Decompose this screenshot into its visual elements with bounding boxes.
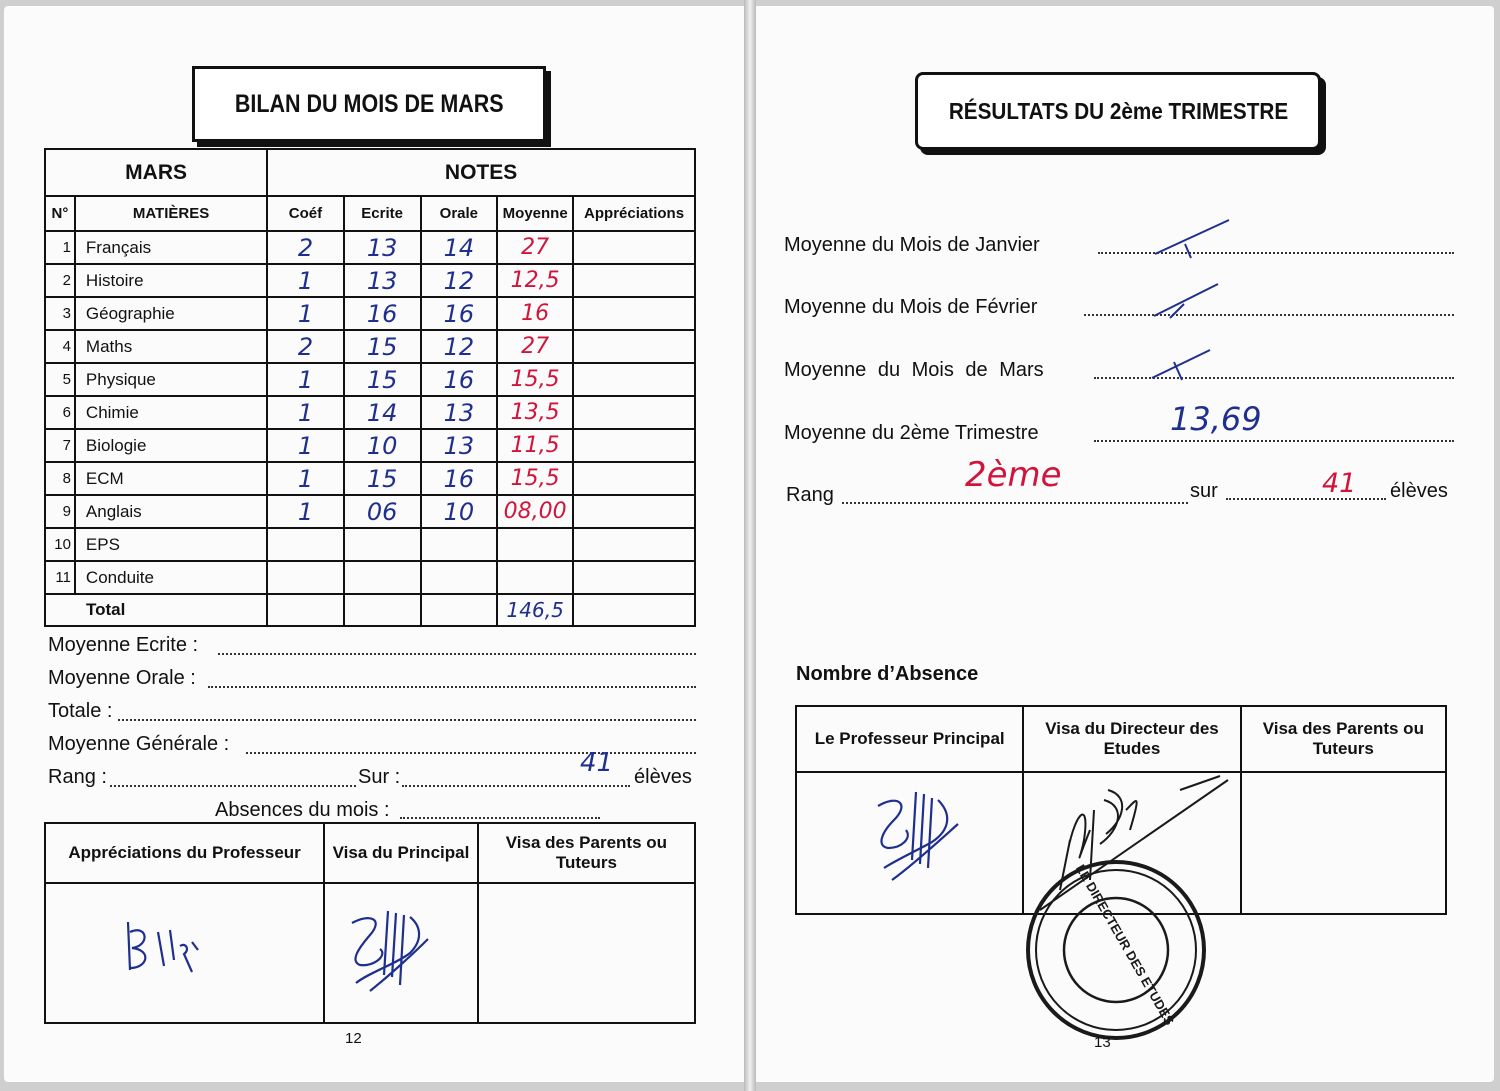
col-header-appreciations: Appréciations [573,196,695,231]
fevrier-label: Moyenne du Mois de Février [784,296,1038,318]
moyenne-cell: 16 [497,297,573,330]
totale-label: Totale : [48,700,113,722]
professeur-principal-signature [866,784,966,884]
table-row [45,396,695,429]
table-row [45,297,695,330]
table-row [45,429,695,462]
row-number: 1 [45,231,75,264]
appreciation-cell [573,528,695,561]
grades-table [44,148,696,627]
orale-cell [421,561,498,594]
appreciation-cell [573,330,695,363]
orale-cell: 12 [421,330,498,363]
mars-dash [1148,342,1228,390]
subject-cell: Chimie [75,396,267,429]
subject-cell: Histoire [75,264,267,297]
ecrite-cell: 10 [344,429,421,462]
orale-cell: 12 [421,264,498,297]
subject-cell: Français [75,231,267,264]
absences-label: Absences du mois : [215,799,390,821]
director-signature [1030,770,1230,920]
left-title: BILAN DU MOIS DE MARS [234,89,504,118]
ecrite-cell: 06 [344,495,421,528]
col-header-matieres: MATIÈRES [75,196,267,231]
moyenne-cell: 12,5 [497,264,573,297]
orale-cell: 13 [421,429,498,462]
moyenne-orale-label: Moyenne Orale : [48,667,196,689]
principal-signature [340,905,440,1000]
month-header: MARS [45,149,267,196]
visa-parents-right-header: Visa des Parents ou Tuteurs [1241,706,1446,772]
left-title-box [192,66,546,142]
orale-cell: 10 [421,495,498,528]
table-row [45,330,695,363]
visa-parents-cell [478,883,695,1023]
coef-cell: 1 [267,297,344,330]
row-number: 2 [45,264,75,297]
trimestre-label: Moyenne du 2ème Trimestre [784,422,1039,444]
moyenne-generale-label: Moyenne Générale : [48,733,230,755]
professor-signature [118,902,208,982]
trimestre-line [1094,440,1454,442]
coef-cell: 1 [267,264,344,297]
page-number-left: 12 [345,1030,362,1047]
subject-cell: Maths [75,330,267,363]
moyenne-cell: 27 [497,330,573,363]
row-number: 9 [45,495,75,528]
coef-cell: 2 [267,231,344,264]
moyenne-cell: 13,5 [497,396,573,429]
book-spine [744,0,756,1091]
ecrite-cell: 14 [344,396,421,429]
row-number: 3 [45,297,75,330]
orale-cell: 14 [421,231,498,264]
ecrite-cell [344,561,421,594]
subject-cell: Conduite [75,561,267,594]
table-row [45,561,695,594]
col-header-moyenne: Moyenne [497,196,573,231]
ecrite-cell: 13 [344,231,421,264]
row-number: 7 [45,429,75,462]
rang-right-label: Rang [786,484,834,506]
orale-cell: 16 [421,363,498,396]
ecrite-cell: 16 [344,297,421,330]
moyenne-cell [497,561,573,594]
appreciation-cell [573,297,695,330]
appreciation-cell [573,396,695,429]
appreciation-cell [573,495,695,528]
table-row [45,231,695,264]
rang-right-value: 2ème [965,455,1062,495]
table-row [45,363,695,396]
sur-right-value: 41 [1322,468,1357,499]
moyenne-generale-line [246,752,696,754]
column-header-row [45,196,695,231]
appreciation-cell [573,462,695,495]
coef-cell: 1 [267,462,344,495]
ecrite-cell: 15 [344,363,421,396]
row-number: 4 [45,330,75,363]
fevrier-line [1084,314,1454,316]
janvier-dash [1145,214,1235,264]
appreciation-cell [573,429,695,462]
row-number: 10 [45,528,75,561]
coef-cell [267,561,344,594]
eleves-label: élèves [634,766,692,788]
total-label: Total [45,594,267,626]
appreciation-cell [573,561,695,594]
moyenne-orale-line [208,686,696,688]
totale-line [118,719,696,721]
orale-cell: 16 [421,297,498,330]
ecrite-cell: 15 [344,462,421,495]
absence-label: Nombre d’Absence [796,663,979,685]
visa-parents-header: Visa des Parents ou Tuteurs [478,823,695,883]
coef-cell [267,528,344,561]
table-row [45,264,695,297]
right-title-box [915,72,1321,150]
rang-line [110,785,356,787]
page-number-right: 13 [1094,1034,1111,1051]
fevrier-dash [1150,278,1230,326]
subject-cell: ECM [75,462,267,495]
moyenne-cell: 27 [497,231,573,264]
visa-directeur-header: Visa du Directeur des Etudes [1023,706,1240,772]
coef-cell: 2 [267,330,344,363]
appreciation-cell [573,363,695,396]
subject-cell: Géographie [75,297,267,330]
orale-cell [421,528,498,561]
coef-cell: 1 [267,495,344,528]
subject-cell: Biologie [75,429,267,462]
coef-cell: 1 [267,429,344,462]
rang-right-line [842,502,1188,504]
mars-label: Moyenne du Mois de Mars [784,359,1044,381]
row-number: 6 [45,396,75,429]
sur-line [402,785,630,787]
moyenne-ecrite-line [218,653,696,655]
appreciation-cell [573,264,695,297]
moyenne-cell: 11,5 [497,429,573,462]
table-row [45,462,695,495]
right-title: RÉSULTATS DU 2ème TRIMESTRE [948,97,1288,124]
sur-right-line [1226,498,1386,500]
col-header-ecrite: Ecrite [344,196,421,231]
coef-cell: 1 [267,396,344,429]
moyenne-cell: 15,5 [497,363,573,396]
rang-label: Rang : [48,766,107,788]
total-value: 146,5 [497,594,573,626]
sur-label: Sur : [358,766,401,788]
eleves-right-label: élèves [1390,480,1448,502]
sur-value: 41 [580,748,614,778]
coef-cell: 1 [267,363,344,396]
subject-cell: Anglais [75,495,267,528]
subject-cell: Physique [75,363,267,396]
visa-principal-header: Visa du Principal [324,823,478,883]
table-row [45,528,695,561]
col-header-n: N° [45,196,75,231]
row-number: 11 [45,561,75,594]
moyenne-ecrite-label: Moyenne Ecrite : [48,634,199,656]
janvier-label: Moyenne du Mois de Janvier [784,234,1040,256]
orale-cell: 16 [421,462,498,495]
trimestre-value: 13,69 [1170,400,1262,438]
moyenne-cell: 08,00 [497,495,573,528]
subject-cell: EPS [75,528,267,561]
notes-header: NOTES [267,149,695,196]
orale-cell: 13 [421,396,498,429]
sur-right-label: sur [1190,480,1218,502]
appreciation-cell [573,231,695,264]
row-number: 8 [45,462,75,495]
col-header-orale: Orale [421,196,498,231]
moyenne-cell: 15,5 [497,462,573,495]
stamp-text: LE DIRECTEUR DES ETUDES [1072,861,1178,1028]
absences-line [400,817,600,819]
col-header-coef: Coéf [267,196,344,231]
appreciations-professeur-header: Appréciations du Professeur [45,823,324,883]
ecrite-cell [344,528,421,561]
ecrite-cell: 15 [344,330,421,363]
visa-parents-right-cell [1241,772,1446,914]
moyenne-cell [497,528,573,561]
table-row [45,495,695,528]
professeur-principal-header: Le Professeur Principal [796,706,1023,772]
ecrite-cell: 13 [344,264,421,297]
row-number: 5 [45,363,75,396]
